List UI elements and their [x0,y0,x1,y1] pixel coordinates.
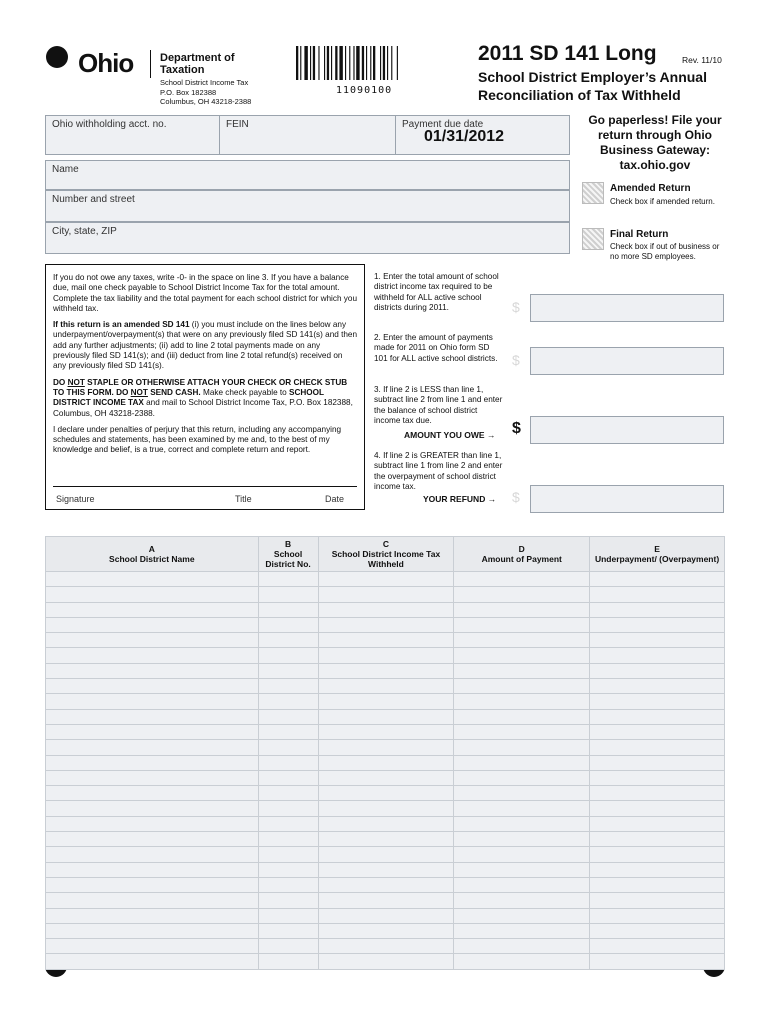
table-cell-e[interactable] [590,740,725,755]
table-row [46,923,725,938]
table-row [46,801,725,816]
table-cell-d[interactable] [454,908,590,923]
table-row [46,724,725,739]
table-cell-c[interactable] [318,832,454,847]
title-label: Title [235,494,252,504]
amount-you-owe-label: AMOUNT YOU OWE → [404,430,496,440]
address-line: P.O. Box 182388 [160,87,217,97]
table-cell-b[interactable] [258,786,318,801]
table-cell-e[interactable] [590,617,725,632]
table-cell-b[interactable] [258,602,318,617]
table-cell-b[interactable] [258,862,318,877]
table-cell-d[interactable] [454,877,590,892]
table-cell-d[interactable] [454,847,590,862]
table-cell-c[interactable] [318,816,454,831]
table-cell-a[interactable] [46,602,259,617]
table-cell-e[interactable] [590,862,725,877]
mail-text: STAPLE OR OTHERWISE ATTACH YOUR CHECK OR CHECK STUB TO THIS FORM. DO [53,377,348,397]
table-cell-c[interactable] [318,679,454,694]
table-row [46,740,725,755]
barcode-graphic [296,46,430,80]
table-cell-c[interactable] [318,587,454,602]
table-cell-a[interactable] [46,617,259,632]
table-cell-b[interactable] [258,908,318,923]
table-cell-d[interactable] [454,679,590,694]
line-3-dollar: $ [512,420,521,437]
table-cell-e[interactable] [590,663,725,678]
table-row [46,663,725,678]
column-header-b: B School District No. [258,537,318,572]
table-cell-b[interactable] [258,648,318,663]
table-cell-e[interactable] [590,832,725,847]
table-cell-d[interactable] [454,663,590,678]
table-cell-c[interactable] [318,663,454,678]
table-cell-d[interactable] [454,893,590,908]
line-2-amount-field[interactable] [530,347,724,375]
table-cell-e[interactable] [590,954,725,969]
line-4-text: 4. If line 2 is GREATER than line 1, subtract line 1 from line 2 and enter the overpayment of school district income tax. [374,451,503,491]
table-cell-c[interactable] [318,633,454,648]
table-cell-d[interactable] [454,633,590,648]
table-row [46,816,725,831]
table-cell-d[interactable] [454,709,590,724]
table-cell-e[interactable] [590,724,725,739]
table-cell-b[interactable] [258,740,318,755]
table-cell-d[interactable] [454,740,590,755]
table-row [46,709,725,724]
signature-line[interactable] [53,486,357,487]
your-refund-label: YOUR REFUND → [423,494,497,504]
mail-text: SEND CASH. [147,387,201,397]
line-1-dollar: $ [512,299,520,315]
table-cell-b[interactable] [258,694,318,709]
table-cell-a[interactable] [46,724,259,739]
mailing-instructions-paragraph [53,378,357,419]
table-cell-e[interactable] [590,572,725,587]
revision-date: Rev. 11/10 [682,55,722,65]
table-cell-e[interactable] [590,633,725,648]
table-cell-e[interactable] [590,939,725,954]
subtitle-line: School District Employer’s Annual [478,69,707,85]
table-cell-d[interactable] [454,694,590,709]
table-cell-a[interactable] [46,816,259,831]
table-cell-b[interactable] [258,724,318,739]
fein-label: FEIN [226,119,249,130]
registration-mark-top-left [46,46,68,68]
table-cell-c[interactable] [318,724,454,739]
city-state-zip-field[interactable] [45,222,570,254]
signature-label: Signature [56,494,95,504]
table-cell-c[interactable] [318,755,454,770]
table-cell-e[interactable] [590,602,725,617]
table-cell-c[interactable] [318,709,454,724]
table-cell-a[interactable] [46,893,259,908]
table-cell-c[interactable] [318,908,454,923]
table-cell-c[interactable] [318,617,454,632]
table-row [46,694,725,709]
column-header-d: D Amount of Payment [454,537,590,572]
table-cell-a[interactable] [46,663,259,678]
table-cell-c[interactable] [318,847,454,862]
table-cell-e[interactable] [590,694,725,709]
payment-due-date: 01/31/2012 [424,128,505,145]
table-cell-a[interactable] [46,877,259,892]
table-cell-c[interactable] [318,572,454,587]
table-cell-a[interactable] [46,679,259,694]
table-cell-e[interactable] [590,786,725,801]
table-cell-e[interactable] [590,770,725,785]
table-row [46,648,725,663]
table-row [46,832,725,847]
column-header-a: A School District Name [46,537,259,572]
table-cell-a[interactable] [46,908,259,923]
withholding-account-field[interactable] [45,115,220,155]
form-subtitle [478,68,707,104]
name-field[interactable] [45,160,570,190]
mail-text: NOT [130,387,148,397]
table-row [46,954,725,969]
table-row [46,679,725,694]
table-row [46,786,725,801]
final-return-desc: Check box if out of business or no more SD employees. [610,242,720,261]
table-cell-c[interactable] [318,893,454,908]
table-cell-b[interactable] [258,617,318,632]
withholding-account-label: Ohio withholding acct. no. [52,119,167,130]
table-cell-e[interactable] [590,908,725,923]
table-cell-b[interactable] [258,587,318,602]
mail-text: NOT [67,377,85,387]
table-cell-d[interactable] [454,786,590,801]
table-cell-c[interactable] [318,954,454,969]
fein-field[interactable] [219,115,396,155]
table-cell-a[interactable] [46,832,259,847]
table-cell-b[interactable] [258,801,318,816]
table-row [46,572,725,587]
line-3-amount-field[interactable] [530,416,724,444]
table-cell-a[interactable] [46,648,259,663]
table-cell-a[interactable] [46,740,259,755]
mail-text: and mail to School District Income Tax, P.O. Box 182388, Columbus, OH 43218-2388. [53,398,353,418]
table-cell-d[interactable] [454,954,590,969]
table-row [46,862,725,877]
date-label: Date [325,494,345,504]
table-row [46,587,725,602]
table-cell-a[interactable] [46,954,259,969]
table-cell-b[interactable] [258,939,318,954]
table-cell-b[interactable] [258,847,318,862]
table-cell-b[interactable] [258,572,318,587]
department-name: Department of Taxation [160,52,235,76]
column-header-e: E Underpayment/ (Overpayment) [590,537,725,572]
table-cell-c[interactable] [318,862,454,877]
table-cell-a[interactable] [46,694,259,709]
school-district-table [45,536,725,970]
barcode [296,46,430,80]
line-4-amount-field[interactable] [530,485,724,513]
line-4-dollar: $ [512,489,520,505]
table-cell-c[interactable] [318,770,454,785]
table-cell-b[interactable] [258,709,318,724]
table-cell-c[interactable] [318,923,454,938]
table-cell-d[interactable] [454,617,590,632]
amended-text: (i) you must include on the lines below any underpayment/overpayment(s) that were on any previously filed SD 141(s) and then add any further adjustments; (ii) add to line 2 total payments made on any previously filed SD 141(s); and (iii) deduct from line 2 total refund(s) received on any previously filed SD 141(s). [53,320,358,371]
amended-return-title: Amended Return [610,183,691,194]
table-cell-d[interactable] [454,832,590,847]
column-header-c: C School District Income Tax Withheld [318,537,454,572]
barcode-number: 11090100 [336,85,393,96]
table-cell-a[interactable] [46,801,259,816]
payment-due-label: Payment due date [402,119,484,130]
table-row [46,908,725,923]
table-cell-d[interactable] [454,816,590,831]
amended-bold-text: If this return is an amended SD 141 [53,320,190,330]
address-line: Columbus, OH 43218-2388 [160,97,252,106]
paperless-notice [580,113,730,173]
table-cell-b[interactable] [258,954,318,969]
table-cell-c[interactable] [318,602,454,617]
mail-text: SCHOOL DISTRICT INCOME TAX [53,387,324,408]
table-cell-d[interactable] [454,770,590,785]
declaration-paragraph: I declare under penalties of perjury that this return, including any accompanying schedules and statements, has been examined by me and, to the best of my knowledge and belief, is a true, correct and complete return and report. [53,424,342,455]
table-row [46,633,725,648]
table-cell-d[interactable] [454,801,590,816]
table-cell-e[interactable] [590,816,725,831]
address-block [160,78,310,107]
table-row [46,893,725,908]
line-3-text: 3. If line 2 is LESS than line 1, subtract line 2 from line 1 and enter the balance of school district income tax due. [374,385,503,425]
table-cell-a[interactable] [46,633,259,648]
final-return-checkbox[interactable] [582,228,604,250]
table-header-row [46,537,725,572]
amended-return-checkbox[interactable] [582,182,604,204]
table-cell-e[interactable] [590,587,725,602]
table-cell-c[interactable] [318,877,454,892]
final-return-title: Final Return [610,229,669,240]
table-row [46,617,725,632]
table-cell-c[interactable] [318,648,454,663]
table-cell-b[interactable] [258,770,318,785]
name-label: Name [52,164,79,175]
amended-return-desc: Check box if amended return. [610,197,715,206]
table-cell-e[interactable] [590,847,725,862]
table-cell-b[interactable] [258,816,318,831]
table-cell-e[interactable] [590,679,725,694]
table-cell-e[interactable] [590,709,725,724]
table-cell-d[interactable] [454,862,590,877]
table-row [46,602,725,617]
table-cell-d[interactable] [454,587,590,602]
table-row [46,770,725,785]
table-cell-d[interactable] [454,602,590,617]
line-2-dollar: $ [512,352,520,368]
table-cell-d[interactable] [454,724,590,739]
table-cell-c[interactable] [318,786,454,801]
table-cell-c[interactable] [318,801,454,816]
table-cell-a[interactable] [46,755,259,770]
street-label: Number and street [52,194,135,205]
street-field[interactable] [45,190,570,222]
table-cell-c[interactable] [318,694,454,709]
table-cell-a[interactable] [46,847,259,862]
city-state-zip-label: City, state, ZIP [52,226,117,237]
table-cell-b[interactable] [258,633,318,648]
table-cell-e[interactable] [590,877,725,892]
table-row [46,877,725,892]
payment-due-box [395,115,570,155]
table-cell-d[interactable] [454,939,590,954]
table-cell-d[interactable] [454,572,590,587]
table-cell-a[interactable] [46,572,259,587]
table-cell-c[interactable] [318,939,454,954]
instructions-paragraph: If you do not owe any taxes, write -0- in the space on line 3. If you have a balance due, mail one check payable to School District Income Tax for the total amount. Complete the tax liability and the total payment for each school district for which you withheld tax. [53,273,358,313]
subtitle-line: Reconciliation of Tax Withheld [478,87,681,103]
table-cell-a[interactable] [46,709,259,724]
instructions-box [45,264,365,510]
table-cell-a[interactable] [46,862,259,877]
ohio-logo: Ohio [78,48,134,78]
paperless-text: Go paperless! File your return through Ohio Business Gateway: [588,113,722,157]
table-cell-a[interactable] [46,923,259,938]
table-cell-e[interactable] [590,755,725,770]
amended-instructions-paragraph [53,320,357,371]
logo-divider [150,50,151,78]
line-2-text: 2. Enter the amount of payments made for 2011 on Ohio form SD 101 for ALL active school districts. [374,333,498,363]
mail-text: Make check payable to [200,387,290,397]
table-cell-d[interactable] [454,648,590,663]
table-row [46,847,725,862]
line-1-amount-field[interactable] [530,294,724,322]
mail-text: DO [53,377,68,387]
table-cell-e[interactable] [590,923,725,938]
table-cell-e[interactable] [590,648,725,663]
table-cell-b[interactable] [258,755,318,770]
table-cell-b[interactable] [258,679,318,694]
table-cell-d[interactable] [454,755,590,770]
table-cell-e[interactable] [590,801,725,816]
form-title: 2011 SD 141 Long [478,42,657,65]
table-cell-b[interactable] [258,893,318,908]
table-cell-b[interactable] [258,877,318,892]
table-cell-a[interactable] [46,587,259,602]
table-cell-b[interactable] [258,832,318,847]
table-cell-a[interactable] [46,939,259,954]
table-cell-a[interactable] [46,770,259,785]
line-1-text: 1. Enter the total amount of school district income tax required to be withheld for ALL active school districts during 2011. [374,272,499,312]
paperless-site: tax.ohio.gov [619,158,691,172]
table-cell-e[interactable] [590,893,725,908]
table-cell-c[interactable] [318,740,454,755]
address-line: School District Income Tax [160,78,249,87]
table-row [46,939,725,954]
table-cell-a[interactable] [46,786,259,801]
table-cell-b[interactable] [258,923,318,938]
table-cell-d[interactable] [454,923,590,938]
table-row [46,755,725,770]
table-cell-b[interactable] [258,663,318,678]
